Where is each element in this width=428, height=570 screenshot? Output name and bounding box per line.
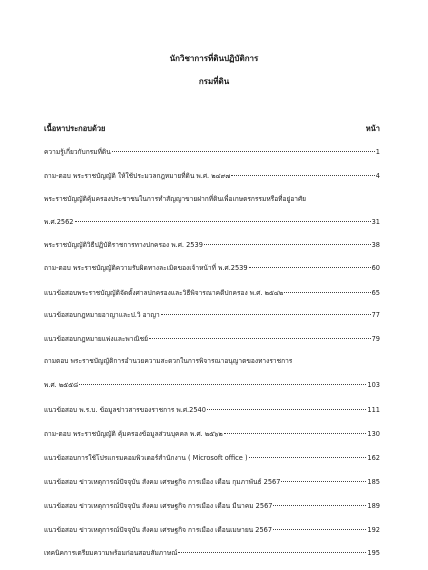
toc-entry <box>44 524 380 536</box>
toc-leader-dots <box>161 314 371 315</box>
toc-entry-page: 60 <box>371 264 380 272</box>
toc-leader-dots <box>75 221 371 222</box>
toc-entry-title: ความรู้เกี่ยวกับกรมที่ดิน <box>44 148 111 156</box>
toc-entry <box>44 333 380 345</box>
toc-entry-title: แนวข้อสอบ พ.ร.บ. ข้อมูลข่าวสารของราชการ พ.ศ.2540 <box>44 406 206 414</box>
toc-entry-page: 79 <box>371 335 380 343</box>
toc-leader-dots <box>249 457 367 458</box>
document-title: นักวิชาการที่ดินปฏิบัติการ <box>169 54 259 63</box>
toc-entry <box>44 170 380 182</box>
toc-entry <box>44 216 380 228</box>
toc-entry-title: แนวข้อสอบ ข่าวเหตุการณ์ปัจจุบัน สังคม เศรษฐกิจ การเมือง เดือน มีนาคม 2567 <box>44 502 273 510</box>
toc-entry-title: ถาม-ตอบ พระราชบัญญัติ คุ้มครองข้อมูลส่วนบุคคล พ.ศ. ๒๕๖๒ <box>44 430 223 438</box>
toc-entry <box>44 452 380 464</box>
toc-leader-dots <box>207 409 366 410</box>
toc-entry <box>44 428 380 440</box>
toc-entry-title: พ.ศ. ๒๕๕๘ <box>44 381 79 389</box>
toc-leader-dots <box>149 338 371 339</box>
toc-entry <box>44 476 380 488</box>
toc-leader-dots <box>79 384 366 385</box>
toc-entry-title: แนวข้อสอบ ข่าวเหตุการณ์ปัจจุบัน สังคม เศรษฐกิจ การเมือง เดือน กุมภาพันธ์ 2567 <box>44 478 281 486</box>
toc-header-contents: เนื้อหาประกอบด้วย <box>44 124 106 133</box>
toc-entry-page: 195 <box>367 549 380 557</box>
toc-entry-page: 192 <box>367 526 380 534</box>
toc-entry-title: พระราชบัญญัติคุ้มครองประชาชนในการทำสัญญาขายฝากที่ดินเพื่อเกษตรกรรมหรือที่อยู่อาศัย <box>44 195 307 203</box>
toc-entry-title: พระราชบัญญัติวิธีปฏิบัติราชการทางปกครอง พ.ศ. 2539 <box>44 241 203 249</box>
toc-entry-page: 38 <box>371 241 380 249</box>
toc-leader-dots <box>204 244 371 245</box>
toc-entry <box>44 239 380 251</box>
toc-entry-title: แนวข้อสอบกฎหมายอาญาและป.วิ อาญา <box>44 311 160 319</box>
toc-entry-title: แนวข้อสอบการใช้โปรแกรมคอมพิวเตอร์สำนักงาน ( Microsoft office ) <box>44 454 248 462</box>
toc-entry-page: 162 <box>367 454 380 462</box>
toc-leader-dots <box>284 292 370 293</box>
toc-entry-page: 103 <box>367 381 380 389</box>
toc-entry-title: แนวข้อสอบกฎหมายแพ่งและพาณิชย์ <box>44 335 148 343</box>
toc-entry <box>44 287 380 299</box>
toc-entry-page: 130 <box>367 430 380 438</box>
toc-entry-page: 4 <box>375 172 380 180</box>
toc-entry <box>44 379 380 391</box>
toc-entry-page: 189 <box>367 502 380 510</box>
toc-entry-title: เทคนิคการเตรียมความพร้อมก่อนสอบสัมภาษณ์ <box>44 549 178 557</box>
toc-entry-page: 185 <box>367 478 380 486</box>
toc-entry <box>44 355 380 367</box>
toc-entry-title: ถาม-ตอบ พระราชบัญญัติความรับผิดทางละเมิดของเจ้าหน้าที่ พ.ศ.2539 <box>44 264 248 272</box>
toc-entry <box>44 547 380 559</box>
toc-entry <box>44 193 380 205</box>
toc-leader-dots <box>178 552 366 553</box>
toc-entry-title: แนวข้อสอบพระราชบัญญัติจัดตั้งศาลปกครองและวิธีพิจารณาคดีปกครอง พ.ศ. ๒๕๔๒ <box>44 289 284 297</box>
toc-entry-title: แนวข้อสอบ ข่าวเหตุการณ์ปัจจุบัน สังคม เศรษฐกิจ การเมือง เดือนเมษายน 2567 <box>44 526 273 534</box>
toc-leader-dots <box>273 505 366 506</box>
toc-entry-page: 77 <box>371 311 380 319</box>
toc-entry-title: พ.ศ.2562 <box>44 218 74 226</box>
toc-leader-dots <box>249 267 371 268</box>
toc-entry <box>44 404 380 416</box>
toc-leader-dots <box>281 481 366 482</box>
toc-entry-page: 111 <box>367 406 380 414</box>
toc-entry-page: 31 <box>371 218 380 226</box>
toc-entry <box>44 262 380 274</box>
toc-leader-dots <box>273 529 366 530</box>
toc-entry-title: ถามตอบ พระราชบัญญัติการอำนวยความสะดวกในการพิจารณาอนุญาตของทางราชการ <box>44 357 293 365</box>
toc-entry <box>44 309 380 321</box>
toc-entry-title: ถาม-ตอบ พระราชบัญญัติ ให้ใช้ประมวลกฎหมายที่ดิน พ.ศ. ๒๔๙๗ <box>44 172 231 180</box>
document-subtitle: กรมที่ดิน <box>198 77 230 86</box>
toc-entry-page: 65 <box>371 289 380 297</box>
toc-header-page: หน้า <box>365 124 380 133</box>
toc-entry <box>44 146 380 158</box>
toc-leader-dots <box>224 433 367 434</box>
toc-entry <box>44 500 380 512</box>
toc-leader-dots <box>112 151 375 152</box>
toc-entry-page: 1 <box>375 148 380 156</box>
toc-leader-dots <box>231 175 374 176</box>
